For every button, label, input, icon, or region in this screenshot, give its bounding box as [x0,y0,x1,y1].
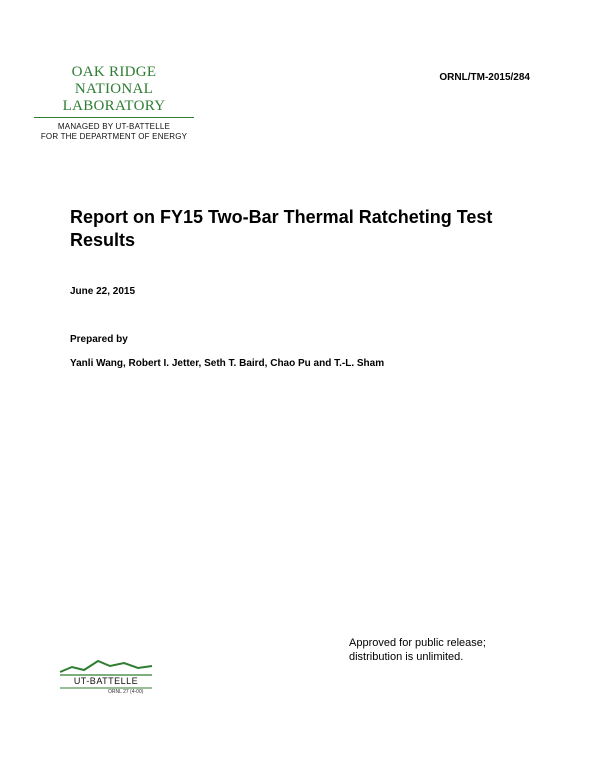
approval-line1: Approved for public release; [349,637,486,649]
ut-battelle-logo-text: UT-BATTELLE [73,676,139,686]
report-date: June 22, 2015 [70,286,136,297]
managed-by-line2: FOR THE DEPARTMENT OF ENERGY [40,132,188,141]
report-number: ORNL/TM-2015/284 [439,72,530,83]
lab-name-line2: NATIONAL LABORATORY [62,81,166,114]
managed-by-line1: MANAGED BY UT-BATTELLE [57,122,171,131]
approval-line2: distribution is unlimited. [349,651,464,663]
ut-battelle-form-code: ORNL 27 (4-00) [108,689,144,695]
approval-statement [349,636,486,664]
report-title: Report on FY15 Two-Bar Thermal Ratcheting Test Results [70,207,493,250]
author-list: Yanli Wang, Robert I. Jetter, Seth T. Baird, Chao Pu and T.-L. Sham [70,358,385,369]
logo-divider [34,117,194,118]
ornl-logo [34,64,194,142]
lab-name-line1: OAK RIDGE [71,64,157,80]
prepared-by-label: Prepared by [70,334,128,345]
